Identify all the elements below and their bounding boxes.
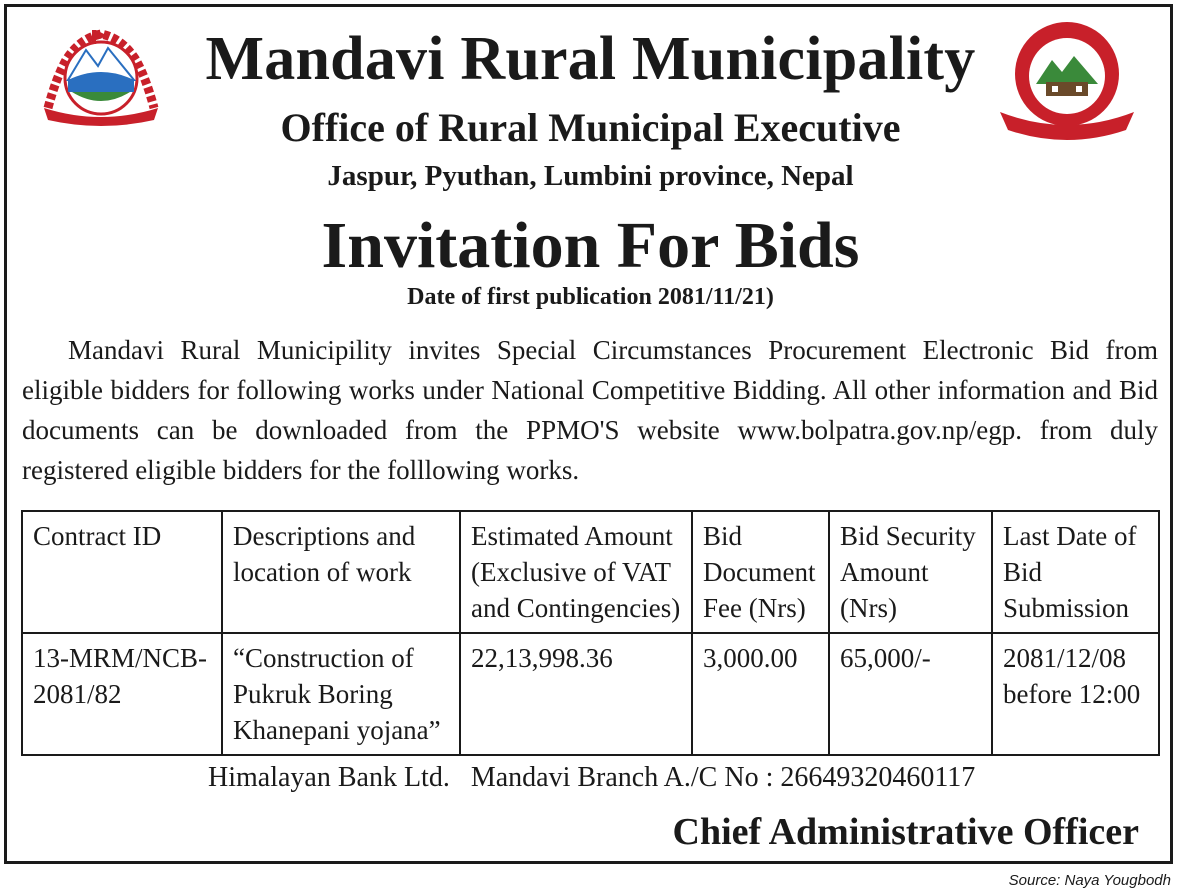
cell-last-date: 2081/12/08 before 12:00 <box>992 633 1159 755</box>
office-address: Jaspur, Pyuthan, Lumbini province, Nepal <box>327 160 854 192</box>
notice-body: Mandavi Rural Municipility invites Special Circumstances Procurement Electronic Bid from eligible bidders for following works under National Competitive Bidding. All other information and Bid documents can be downloaded from the PPMO'S website www.bolpatra.gov.np/egp. from duly registered eligible bidders for the folllowing works. <box>22 335 1158 485</box>
office-subtitle: Office of Rural Municipal Executive <box>280 105 901 150</box>
cell-estimated-amount: 22,13,998.36 <box>460 633 692 755</box>
bid-table <box>21 510 1160 756</box>
signatory-title: Chief Administrative Officer <box>672 811 1139 853</box>
header-security: Bid Security Amount (Nrs) <box>829 511 992 633</box>
publication-date: Date of first publication 2081/11/21) <box>407 284 774 310</box>
header-doc-fee: Bid Document Fee (Nrs) <box>692 511 829 633</box>
header-estimated-amount: Estimated Amount (Exclusive of VAT and Contingencies) <box>460 511 692 633</box>
cell-doc-fee: 3,000.00 <box>692 633 829 755</box>
table-header-row <box>22 511 1159 633</box>
cell-description: “Construction of Pukruk Boring Khanepani yojana” <box>222 633 460 755</box>
source-credit: Source: Naya Yougbodh <box>1008 872 1171 889</box>
header-contract-id: Contract ID <box>22 511 222 633</box>
bank-account-line: Himalayan Bank Ltd. Mandavi Branch A./C No : 26649320460117 <box>208 762 976 793</box>
notice-heading: Invitation For Bids <box>321 209 860 282</box>
table-row <box>22 633 1159 755</box>
cell-contract-id: 13-MRM/NCB-2081/82 <box>22 633 222 755</box>
cell-security: 65,000/- <box>829 633 992 755</box>
header-last-date: Last Date of Bid Submission <box>992 511 1159 633</box>
header-description: Descriptions and location of work <box>222 511 460 633</box>
municipality-title: Mandavi Rural Municipality <box>205 25 976 93</box>
